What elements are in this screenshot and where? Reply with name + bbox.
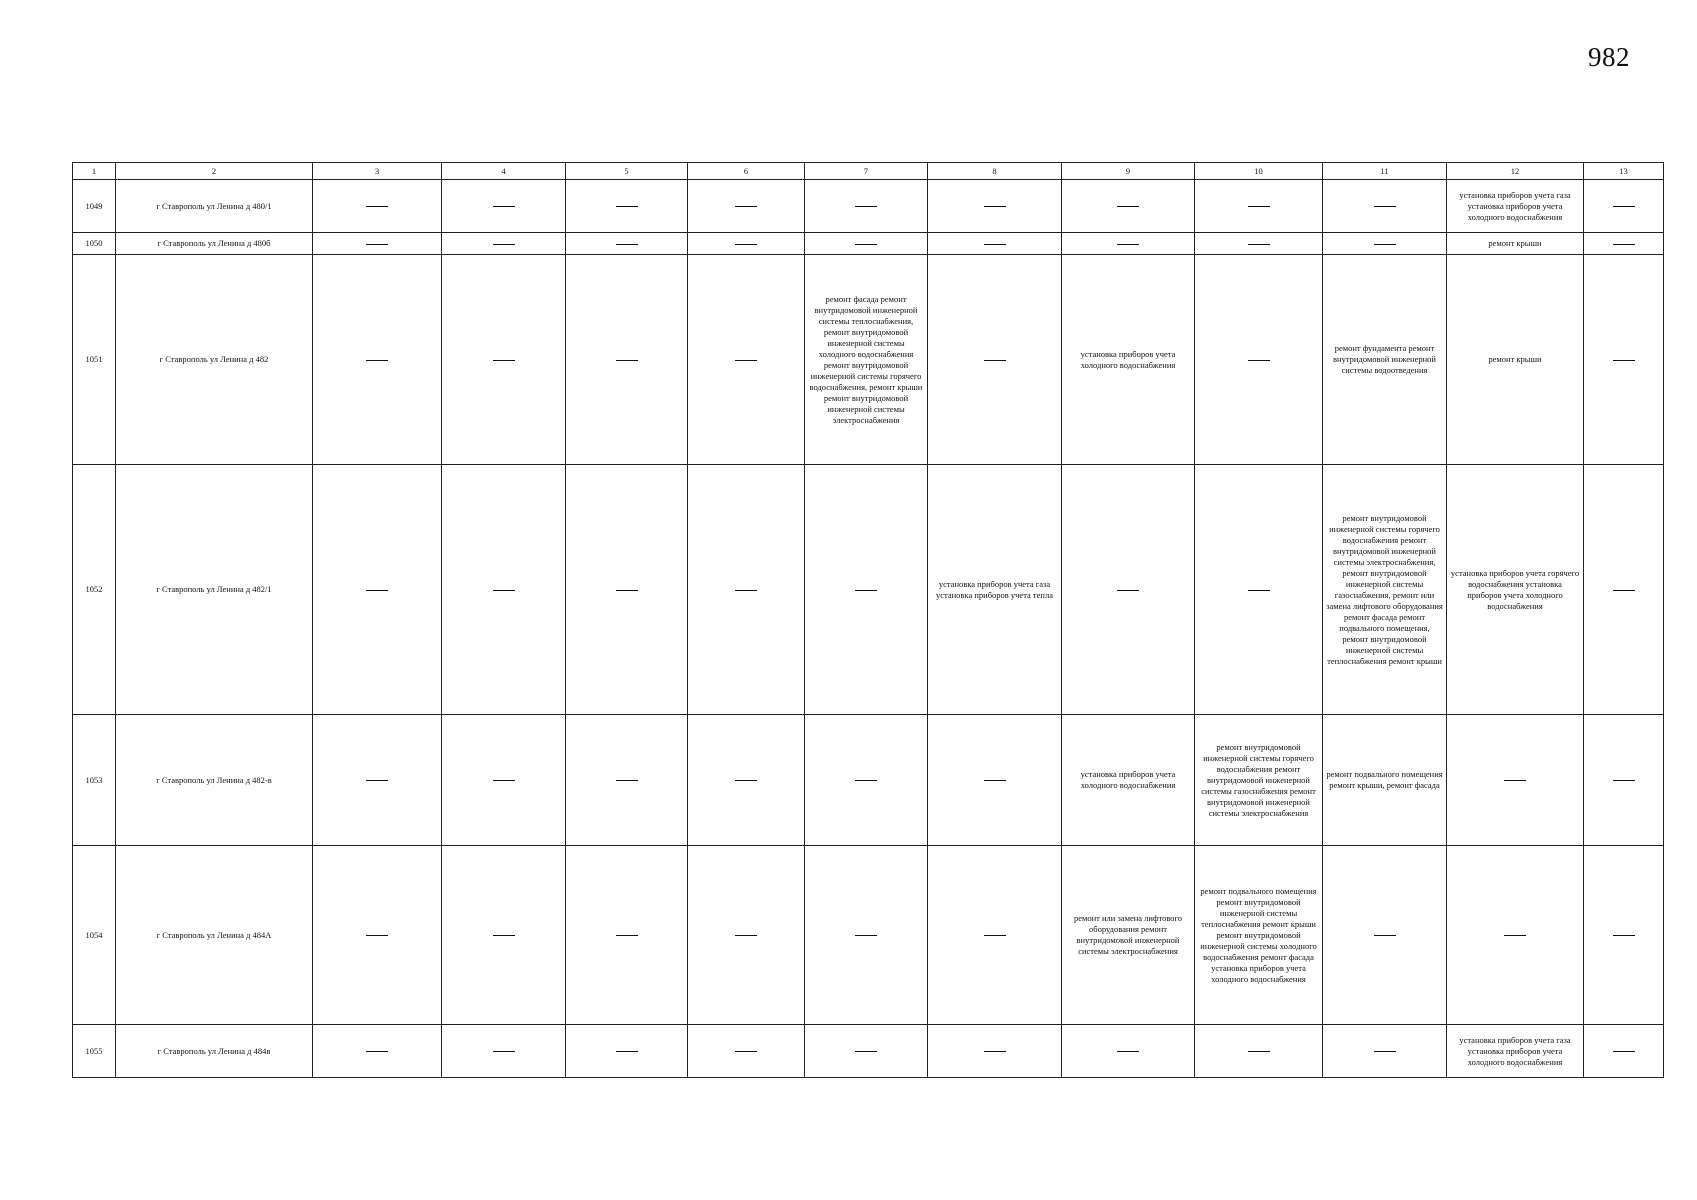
dash-mark [735,360,757,361]
dash-mark [1117,206,1139,207]
empty-cell [1584,233,1664,255]
dash-mark [366,780,388,781]
table-row [73,180,1664,233]
column-header: 13 [1584,163,1664,180]
dash-mark [493,206,515,207]
dash-mark [1613,780,1635,781]
dash-mark [735,244,757,245]
empty-cell [1447,715,1584,846]
dash-mark [616,244,638,245]
empty-cell [805,846,928,1025]
empty-cell [1062,465,1195,715]
empty-cell [566,846,688,1025]
dash-mark [616,935,638,936]
empty-cell [313,846,442,1025]
empty-cell [566,715,688,846]
row-address: г Ставрополь ул Ленина д 484А [116,846,313,1025]
empty-cell [313,180,442,233]
empty-cell [1584,180,1664,233]
empty-cell [442,846,566,1025]
row-number: 1052 [73,465,116,715]
empty-cell [688,255,805,465]
table-row [73,846,1664,1025]
empty-cell [1195,233,1323,255]
column-header: 12 [1447,163,1584,180]
dash-mark [1504,780,1526,781]
dash-mark [1117,590,1139,591]
column-header: 8 [928,163,1062,180]
work-description: ремонт фундамента ремонт внутридомовой инженерной системы водоотведения [1323,255,1447,465]
work-description: ремонт подвального помещения ремонт крыши, ремонт фасада [1323,715,1447,846]
table-row [73,255,1664,465]
work-description: ремонт внутридомовой инженерной системы горячего водоснабжения ремонт внутридомовой инженерной системы электроснабжения, ремонт внутридомовой инженерной системы газоснабжения, ремонт или замена лифтового оборудования ремонт фасада ремонт подвального помещения, ремонт внутридомовой инженерной системы теплоснабжения ремонт крыши [1323,465,1447,715]
dash-mark [984,1051,1006,1052]
dash-mark [616,780,638,781]
work-description: ремонт крыши [1447,233,1584,255]
empty-cell [928,715,1062,846]
empty-cell [1323,233,1447,255]
dash-mark [855,1051,877,1052]
dash-mark [735,590,757,591]
row-number: 1050 [73,233,116,255]
dash-mark [1117,244,1139,245]
empty-cell [1062,180,1195,233]
empty-cell [928,255,1062,465]
empty-cell [1323,846,1447,1025]
dash-mark [616,590,638,591]
row-address: г Ставрополь ул Ленина д 482-в [116,715,313,846]
row-address: г Ставрополь ул Ленина д 480б [116,233,313,255]
dash-mark [1504,935,1526,936]
row-number: 1049 [73,180,116,233]
empty-cell [805,180,928,233]
empty-cell [1062,1025,1195,1078]
empty-cell [688,846,805,1025]
empty-cell [442,180,566,233]
dash-mark [735,935,757,936]
dash-mark [855,780,877,781]
dash-mark [1248,206,1270,207]
empty-cell [442,255,566,465]
dash-mark [735,780,757,781]
empty-cell [688,1025,805,1078]
dash-mark [855,590,877,591]
empty-cell [442,715,566,846]
empty-cell [1323,1025,1447,1078]
empty-cell [805,715,928,846]
empty-cell [928,1025,1062,1078]
empty-cell [566,233,688,255]
column-header: 9 [1062,163,1195,180]
dash-mark [984,780,1006,781]
empty-cell [313,255,442,465]
work-description: установка приборов учета газа установка приборов учета холодного водоснабжения [1447,180,1584,233]
empty-cell [928,846,1062,1025]
dash-mark [1117,1051,1139,1052]
table-row [73,1025,1664,1078]
dash-mark [1613,244,1635,245]
empty-cell [688,180,805,233]
empty-cell [313,465,442,715]
dash-mark [1248,1051,1270,1052]
work-description: ремонт фасада ремонт внутридомовой инженерной системы теплоснабжения, ремонт внутридомовой инженерной системы холодного водоснабжения ремонт внутридомовой инженерной системы горячего водоснабжения, ремонт крыши ремонт внутридомовой инженерной системы электроснабжения [805,255,928,465]
work-description: установка приборов учета холодного водоснабжения [1062,715,1195,846]
dash-mark [616,1051,638,1052]
header-row [73,163,1664,180]
table-row [73,233,1664,255]
dash-mark [616,360,638,361]
empty-cell [442,233,566,255]
empty-cell [1062,233,1195,255]
dash-mark [735,206,757,207]
dash-mark [984,935,1006,936]
work-description: ремонт крыши [1447,255,1584,465]
empty-cell [1584,1025,1664,1078]
empty-cell [566,465,688,715]
dash-mark [855,935,877,936]
empty-cell [313,233,442,255]
column-header: 1 [73,163,116,180]
page-number: 982 [1588,42,1630,72]
work-description: ремонт подвального помещения ремонт внутридомовой инженерной системы теплоснабжения ремонт крыши ремонт внутридомовой инженерной системы холодного водоснабжения ремонт фасада установка приборов учета холодного водоснабжения [1195,846,1323,1025]
dash-mark [735,1051,757,1052]
empty-cell [1447,846,1584,1025]
table-row [73,715,1664,846]
dash-mark [1613,360,1635,361]
dash-mark [366,590,388,591]
table-row [73,465,1664,715]
work-description: ремонт внутридомовой инженерной системы горячего водоснабжения ремонт внутридомовой инженерной системы газоснабжения ремонт внутридомовой инженерной системы электроснабжения [1195,715,1323,846]
dash-mark [1248,360,1270,361]
column-header: 7 [805,163,928,180]
dash-mark [493,244,515,245]
dash-mark [493,360,515,361]
work-description: установка приборов учета газа установка приборов учета тепла [928,465,1062,715]
work-description: установка приборов учета газа установка приборов учета холодного водоснабжения [1447,1025,1584,1078]
empty-cell [1584,465,1664,715]
dash-mark [984,360,1006,361]
row-number: 1053 [73,715,116,846]
empty-cell [313,1025,442,1078]
dash-mark [493,1051,515,1052]
dash-mark [855,206,877,207]
dash-mark [366,935,388,936]
empty-cell [442,1025,566,1078]
empty-cell [1584,715,1664,846]
work-description: ремонт или замена лифтового оборудования ремонт внутридомовой инженерной системы электроснабжения [1062,846,1195,1025]
dash-mark [1248,244,1270,245]
row-number: 1055 [73,1025,116,1078]
row-address: г Ставрополь ул Ленина д 482/1 [116,465,313,715]
column-header: 3 [313,163,442,180]
repair-schedule-table [72,162,1664,1078]
dash-mark [984,244,1006,245]
row-number: 1054 [73,846,116,1025]
dash-mark [1613,1051,1635,1052]
empty-cell [928,180,1062,233]
empty-cell [442,465,566,715]
dash-mark [366,360,388,361]
empty-cell [1195,255,1323,465]
dash-mark [1374,244,1396,245]
column-header: 11 [1323,163,1447,180]
column-header: 2 [116,163,313,180]
dash-mark [366,244,388,245]
empty-cell [1195,180,1323,233]
column-header: 6 [688,163,805,180]
row-address: г Ставрополь ул Ленина д 482 [116,255,313,465]
row-address: г Ставрополь ул Ленина д 484в [116,1025,313,1078]
column-header: 5 [566,163,688,180]
empty-cell [688,465,805,715]
dash-mark [1613,206,1635,207]
row-address: г Ставрополь ул Ленина д 480/1 [116,180,313,233]
dash-mark [366,206,388,207]
empty-cell [805,465,928,715]
dash-mark [1374,206,1396,207]
empty-cell [313,715,442,846]
work-description: установка приборов учета холодного водоснабжения [1062,255,1195,465]
empty-cell [1584,255,1664,465]
column-header: 10 [1195,163,1323,180]
empty-cell [805,233,928,255]
column-header: 4 [442,163,566,180]
dash-mark [493,935,515,936]
dash-mark [493,590,515,591]
dash-mark [984,206,1006,207]
empty-cell [1195,465,1323,715]
dash-mark [855,244,877,245]
empty-cell [1323,180,1447,233]
dash-mark [1613,935,1635,936]
empty-cell [566,255,688,465]
dash-mark [616,206,638,207]
dash-mark [493,780,515,781]
empty-cell [1584,846,1664,1025]
work-description: установка приборов учета горячего водоснабжения установка приборов учета холодного водоснабжения [1447,465,1584,715]
empty-cell [688,715,805,846]
empty-cell [805,1025,928,1078]
dash-mark [366,1051,388,1052]
empty-cell [1195,1025,1323,1078]
dash-mark [1613,590,1635,591]
empty-cell [688,233,805,255]
empty-cell [928,233,1062,255]
dash-mark [1374,935,1396,936]
empty-cell [566,180,688,233]
dash-mark [1374,1051,1396,1052]
dash-mark [1248,590,1270,591]
row-number: 1051 [73,255,116,465]
empty-cell [566,1025,688,1078]
